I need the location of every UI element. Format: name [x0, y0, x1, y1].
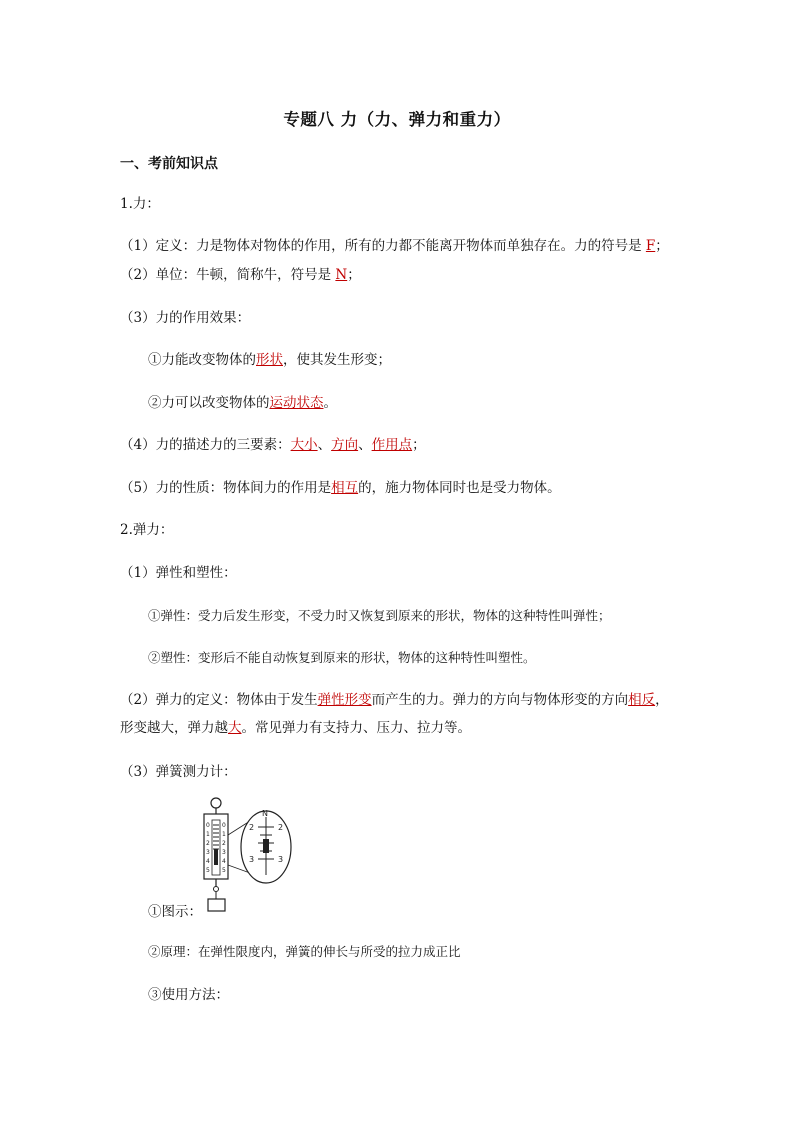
- spring-scale-figure: [190, 795, 300, 921]
- answer-blank: 大小: [290, 437, 318, 453]
- text: ；: [655, 238, 669, 254]
- scale-number: 5: [222, 867, 226, 874]
- paragraph-force-unit: [120, 265, 361, 285]
- scale-number: 0: [222, 822, 226, 829]
- answer-blank: 方向: [331, 437, 359, 453]
- answer-blank: 形状: [256, 352, 283, 368]
- text: 的，施力物体同时也是受力物体。: [358, 480, 561, 496]
- text: ②力可以改变物体的: [148, 395, 270, 411]
- paragraph-elasticity-plasticity: （1）弹性和塑性：: [120, 565, 237, 581]
- paragraph-force-head: 1.力：: [120, 196, 160, 212]
- spring-scale-illustration: [190, 795, 300, 917]
- scale-number: 1: [206, 831, 210, 838]
- scale-number: 0: [206, 822, 210, 829]
- zoom-number: 3: [278, 855, 284, 864]
- answer-blank: 大: [228, 720, 242, 736]
- paragraph-effect-motion: [148, 393, 337, 413]
- text: ，: [655, 692, 669, 708]
- answer-blank: 作用点: [371, 437, 413, 453]
- answer-blank: F: [645, 238, 656, 254]
- zoom-unit-label: N: [262, 809, 268, 818]
- zoom-number: 3: [249, 855, 255, 864]
- text: （5）力的性质：物体间力的作用是: [120, 480, 332, 496]
- answer-blank: 相反: [628, 692, 656, 708]
- paragraph-principle: ②原理：在弹性限度内，弹簧的伸长与所受的拉力成正比: [148, 944, 461, 959]
- section-heading: 一、考前知识点: [120, 156, 218, 172]
- text: ①力能改变物体的: [148, 352, 256, 368]
- scale-number: 4: [222, 858, 226, 865]
- text: （4）力的描述力的三要素：: [120, 437, 291, 453]
- scale-number: 4: [206, 858, 210, 865]
- text: （2）单位：牛顿，简称牛，符号是: [120, 267, 336, 283]
- paragraph-force-effect: （3）力的作用效果：: [120, 310, 251, 326]
- paragraph-elastic-definition: [120, 690, 669, 710]
- text: 而产生的力。弹力的方向与物体形变的方向: [371, 692, 629, 708]
- text: 形变越大，弹力越: [120, 720, 228, 736]
- answer-blank: N: [335, 267, 348, 283]
- paragraph-three-elements: [120, 435, 426, 455]
- paragraph-spring-scale: （3）弹簧测力计：: [120, 764, 237, 780]
- paragraph-elastic-definition-cont: [120, 718, 471, 738]
- answer-blank: 相互: [331, 480, 359, 496]
- text: （2）弹力的定义：物体由于发生: [120, 692, 318, 708]
- zoom-number: 2: [249, 823, 255, 832]
- answer-blank: 运动状态: [269, 395, 324, 411]
- paragraph-diagram: ①图示：: [148, 904, 202, 920]
- text: （1）定义：力是物体对物体的作用，所有的力都不能离开物体而单独存在。力的符号是: [120, 238, 646, 254]
- scale-number: 1: [222, 831, 226, 838]
- zoom-number: 2: [278, 823, 284, 832]
- scale-number: 2: [222, 840, 226, 847]
- page-title: 专题八 力（力、弹力和重力）: [283, 110, 511, 129]
- answer-blank: 弹性形变: [317, 692, 372, 708]
- paragraph-plasticity: ②塑性：变形后不能自动恢复到原来的形状，物体的这种特性叫塑性。: [148, 650, 536, 665]
- text: ；: [347, 267, 361, 283]
- scale-number: 3: [206, 849, 210, 856]
- scale-number: 3: [222, 849, 226, 856]
- text: 、: [317, 437, 332, 453]
- text: ；: [412, 437, 426, 453]
- paragraph-elastic-head: 2.弹力：: [120, 522, 174, 538]
- paragraph-elasticity: ①弹性：受力后发生形变，不受力时又恢复到原来的形状，物体的这种特性叫弹性；: [148, 608, 611, 623]
- text: 。: [323, 395, 337, 411]
- text: 。常见弹力有支持力、压力、拉力等。: [241, 720, 471, 736]
- scale-number: 5: [206, 867, 210, 874]
- text: 、: [358, 437, 372, 453]
- scale-number: 2: [206, 840, 210, 847]
- paragraph-usage: ③使用方法：: [148, 987, 229, 1003]
- text: ，使其发生形变；: [283, 352, 391, 368]
- paragraph-effect-shape: [148, 350, 391, 370]
- paragraph-force-nature: [120, 478, 561, 498]
- paragraph-force-definition: [120, 236, 669, 256]
